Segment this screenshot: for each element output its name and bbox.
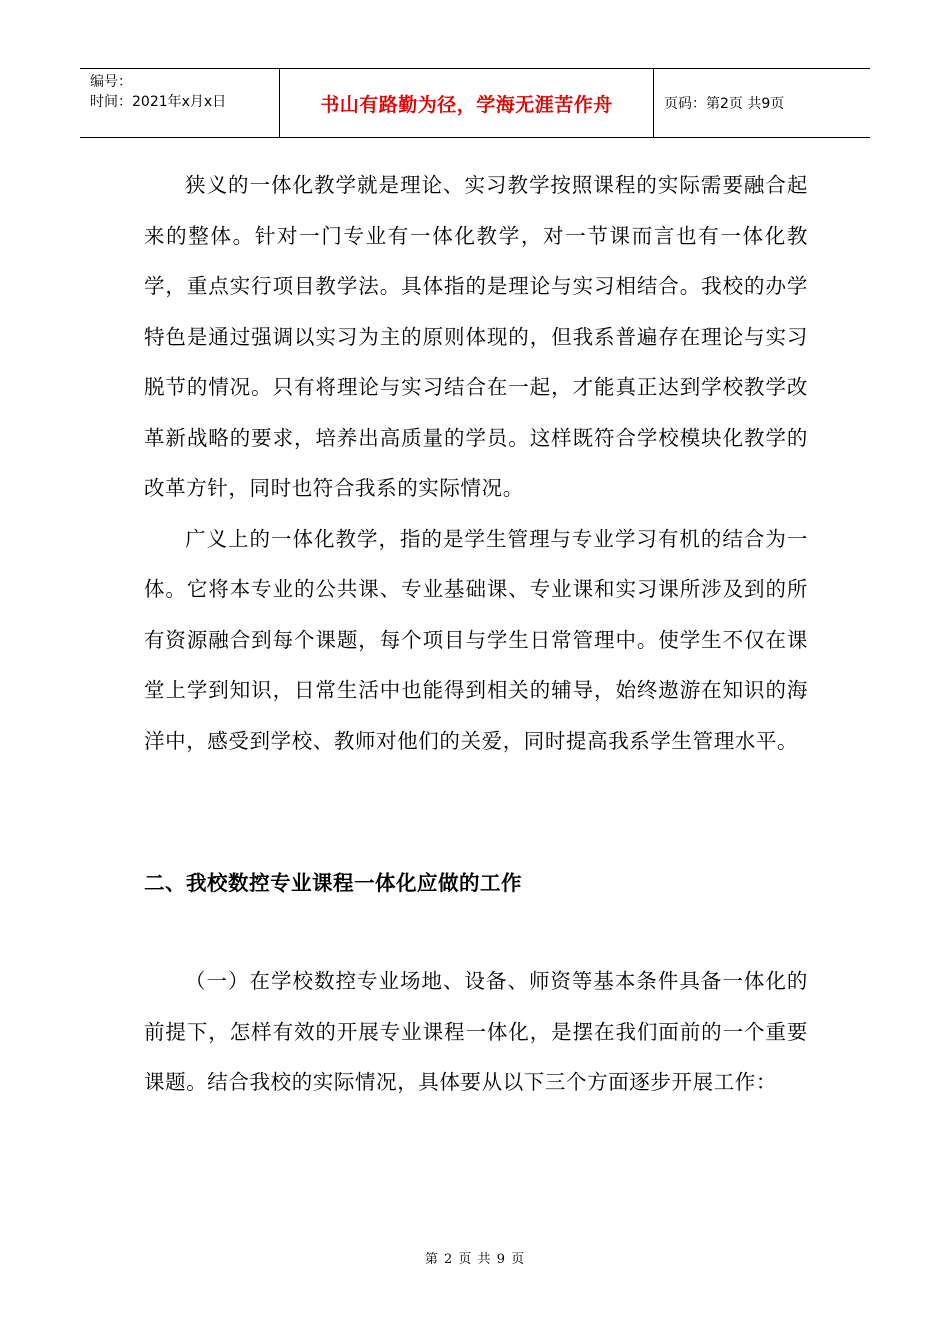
document-time-label: 时间：2021年x月x日: [90, 94, 227, 110]
page-footer: 第 2 页 共 9 页: [424, 1252, 526, 1267]
document-body: [144, 160, 808, 766]
header-meta: [80, 69, 280, 137]
page-header: [80, 68, 870, 138]
header-motto: 书山有路勤为径，学海无涯苦作舟: [320, 93, 613, 116]
section-heading: 二、我校数控专业课程一体化应做的工作: [144, 871, 522, 895]
paragraph-subsection-1: （一）在学校数控专业场地、设备、师资等基本条件具备一体化的前提下，怎样有效的开展专业课程一体化，是摆在我们面前的一个重要课题。结合我校的实际情况，具体要从以下三个方面逐步开展工作：: [144, 969, 808, 1094]
header-motto-cell: [280, 69, 654, 137]
document-body-section-2: [144, 956, 808, 1108]
header-page-info: 页码：第2页 共9页: [664, 96, 785, 112]
document-number-label: 编号：: [90, 74, 132, 90]
paragraph-narrow-integration: 狭义的一体化教学就是理论、实习教学按照课程的实际需要融合起来的整体。针对一门专业有一体化教学，对一节课而言也有一体化教学，重点实行项目教学法。具体指的是理论与实习相结合。我校的办学特色是通过强调以实习为主的原则体现的，但我系普遍存在理论与实习脱节的情况。只有将理论与实习结合在一起，才能真正达到学校教学改革新战略的要求，培养出高质量的学员。这样既符合学校模块化教学的改革方针，同时也符合我系的实际情况。: [144, 173, 808, 500]
paragraph-broad-integration: 广义上的一体化教学，指的是学生管理与专业学习有机的结合为一体。它将本专业的公共课、专业基础课、专业课和实习课所涉及到的所有资源融合到每个课题，每个项目与学生日常管理中。使学生不仅在课堂上学到知识，日常生活中也能得到相关的辅导，始终遨游在知识的海洋中，感受到学校、教师对他们的关爱，同时提高我系学生管理水平。: [144, 526, 808, 753]
